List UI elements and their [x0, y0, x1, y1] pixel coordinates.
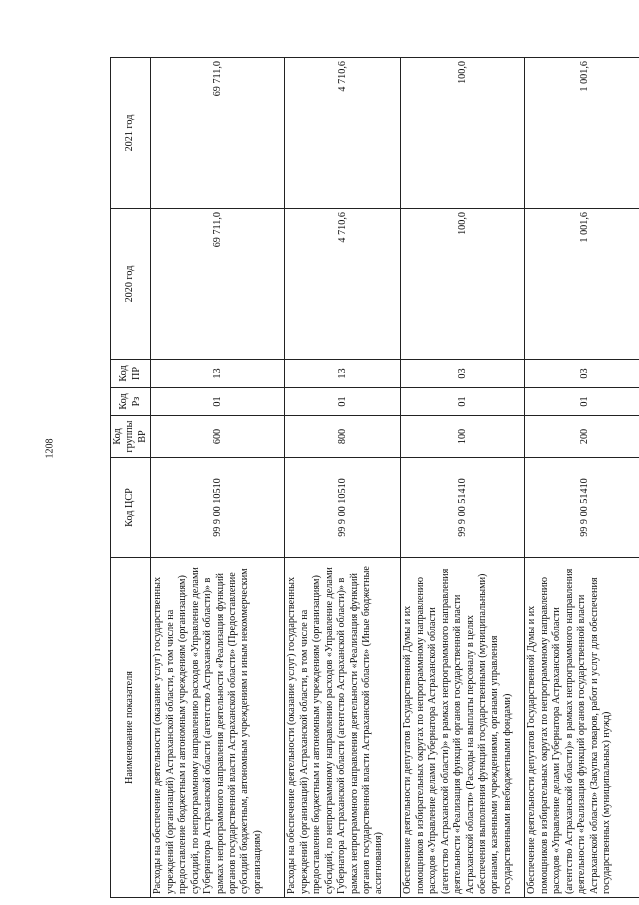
row-name: Обеспечение деятельности депутатов Государственной Думы и их помощников в избирательных округах по непрограммному направлению расходов «Управление делами Губернатора Астраханской области (агентство Астраханской области)» в рамках непрограммного направления деятельности «Реализация функций органов государственной власти Астраханской области» (Закупка товаров, работ и услуг для обеспечения государственных (муниципальных) нужд): [525, 558, 639, 898]
header-2020: 2020 год: [111, 209, 151, 360]
row-pr: 03: [401, 360, 525, 388]
row-2020: 1 001,6: [525, 209, 639, 360]
header-pr: Код ПР: [111, 360, 151, 388]
row-pr: 13: [285, 360, 401, 388]
header-vr: Код группы ВР: [111, 416, 151, 458]
row-csr: 99 9 00 10510: [285, 458, 401, 558]
page-number: 1208: [44, 438, 56, 459]
row-vr: 600: [151, 416, 285, 458]
row-2020: 100,0: [401, 209, 525, 360]
row-2021: 4 710,6: [285, 58, 401, 209]
budget-table: [110, 57, 639, 898]
row-vr: 800: [285, 416, 401, 458]
table-row: [401, 58, 525, 898]
header-csr: Код ЦСР: [111, 458, 151, 558]
row-name: Обеспечение деятельности депутатов Государственной Думы и их помощников в избирательных округах по непрограммному направлению расходов «Управление делами Губернатора Астраханской области (агентство Астраханской области)» в рамках непрограммного направления деятельности «Реализация функций органов государственной власти Астраханской области» (Расходы на выплаты персоналу в целях обеспечения выполнения функций государственными (муниципальными) органами, казенными учреждениями, органами управления государственными внебюджетными фондами): [401, 558, 525, 898]
row-name: Расходы на обеспечение деятельности (оказание услуг) государственных учреждений (организаций) Астраханской области, в том числе на предоставление бюджетным и автономным учреждениям (организациям) субсидий, по непрограммному направлению расходов «Управление делами Губернатора Астраханской области (агентство Астраханской области)» в рамках непрограммного направления деятельности «Реализация функций органов государственной власти Астраханской области» (Предоставление субсидий бюджетным, автономным учреждениям и иным некоммерческим организациям): [151, 558, 285, 898]
row-rz: 01: [285, 388, 401, 416]
row-csr: 99 9 00 51410: [401, 458, 525, 558]
header-2021: 2021 год: [111, 58, 151, 209]
row-csr: 99 9 00 10510: [151, 458, 285, 558]
row-vr: 100: [401, 416, 525, 458]
row-2020: 69 711,0: [151, 209, 285, 360]
row-rz: 01: [401, 388, 525, 416]
table-row: [525, 58, 639, 898]
header-rz: Код Рз: [111, 388, 151, 416]
row-name: Расходы на обеспечение деятельности (оказание услуг) государственных учреждений (организаций) Астраханской области, в том числе на предоставление бюджетным и автономным учреждениям (организациям) субсидий, по непрограммному направлению расходов «Управление делами Губернатора Астраханской области (агентство Астраханской области)» в рамках непрограммного направления деятельности «Реализация функций органов государственной власти Астраханской области» (Иные бюджетные ассигнования): [285, 558, 401, 898]
row-2020: 4 710,6: [285, 209, 401, 360]
table-header-row: [111, 58, 151, 898]
table-row: [151, 58, 285, 898]
rotated-table-wrapper: [110, 58, 632, 898]
row-2021: 69 711,0: [151, 58, 285, 209]
row-rz: 01: [525, 388, 639, 416]
row-2021: 1 001,6: [525, 58, 639, 209]
table-row: [285, 58, 401, 898]
row-csr: 99 9 00 51410: [525, 458, 639, 558]
row-rz: 01: [151, 388, 285, 416]
row-pr: 03: [525, 360, 639, 388]
row-pr: 13: [151, 360, 285, 388]
row-vr: 200: [525, 416, 639, 458]
header-name: Наименование показателя: [111, 558, 151, 898]
row-2021: 100,0: [401, 58, 525, 209]
